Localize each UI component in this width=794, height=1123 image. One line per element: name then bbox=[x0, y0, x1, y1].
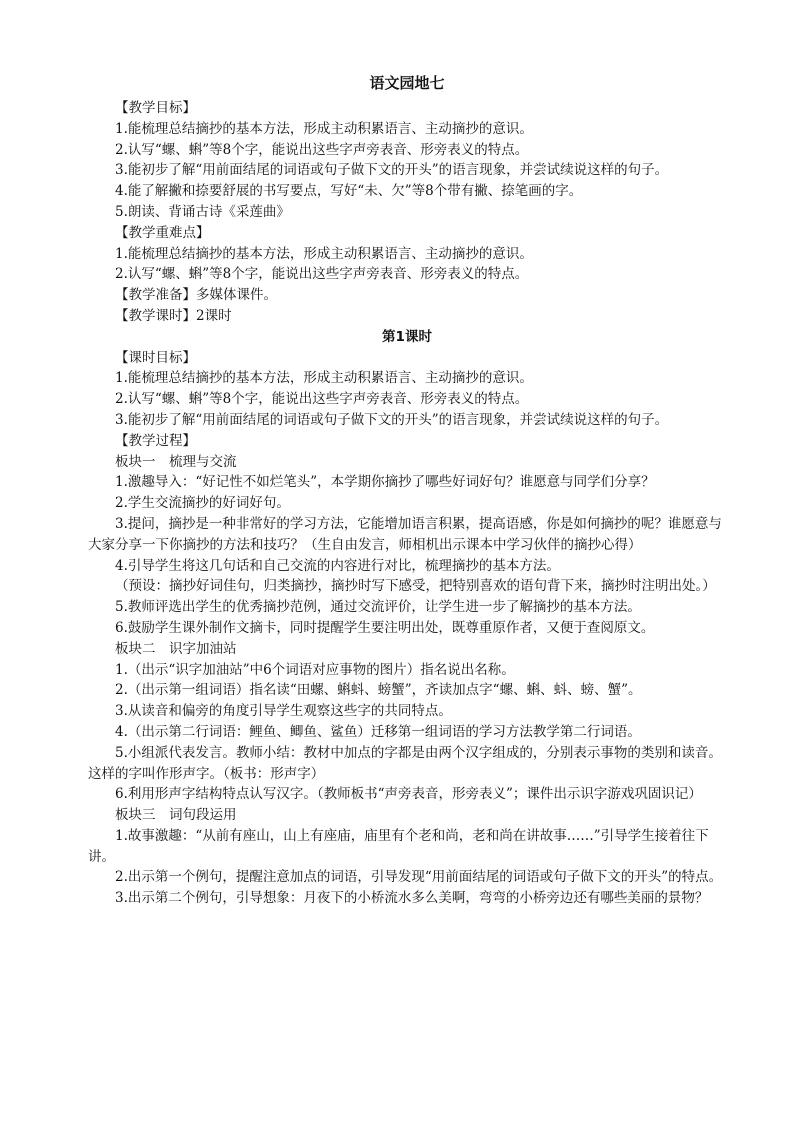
teaching-preparation: 【教学准备】多媒体课件。 bbox=[115, 287, 277, 304]
module-one-heading: 板块一 梳理与交流 bbox=[115, 453, 237, 470]
period-goal-item: 1.能梳理总结摘抄的基本方法，形成主动积累语言、主动摘抄的意识。 bbox=[115, 370, 533, 387]
goal-item: 5.朗读、背诵古诗《采莲曲》 bbox=[115, 203, 290, 220]
key-point-item: 2.认写“螺、蝌”等8个字，能说出这些字声旁表音、形旁表义的特点。 bbox=[115, 266, 529, 283]
process-step: 6.鼓励学生课外制作文摘卡，同时提醒学生要注明出处，既尊重原作者，又便于查阅原文。 bbox=[115, 619, 655, 636]
page-title: 语文园地七 bbox=[369, 74, 445, 92]
period-goal-item: 3.能初步了解“用前面结尾的词语或句子做下文的开头”的语言现象，并尝试续说这样的句子。 bbox=[115, 411, 669, 428]
module-two-heading: 板块二 识字加油站 bbox=[115, 640, 237, 657]
process-step: 1.激趣导入：“好记性不如烂笔头”，本学期你摘抄了哪些好词好句？谁愿意与同学们分享？ bbox=[115, 474, 655, 491]
process-step: 5.小组派代表发言。教师小结：教材中加点的字都是由两个汉字组成的，分别表示事物的类别和读音。这样的字叫作形声字。（板书：形声字） bbox=[88, 744, 722, 782]
process-step: 4.（出示第二行词语：鲤鱼、鲫鱼、鲨鱼）迁移第一组词语的学习方法教学第二行词语。 bbox=[115, 723, 641, 740]
heading-teaching-process: 【教学过程】 bbox=[115, 432, 196, 449]
teaching-hours: 【教学课时】2课时 bbox=[115, 307, 232, 324]
lesson-process bbox=[88, 348, 726, 910]
process-step: 6.利用形声字结构特点认写汉字。（教师板书“声旁表音，形旁表义”；课件出示识字游戏巩固识记） bbox=[115, 786, 702, 803]
module-three-heading: 板块三 词句段运用 bbox=[115, 807, 237, 824]
section-title: 第1课时 bbox=[382, 328, 432, 345]
process-step: 3.提问，摘抄是一种非常好的学习方法，它能增加语言积累，提高语感，你是如何摘抄的呢？谁愿意与大家分享一下你摘抄的方法和技巧？（生自由发言，师相机出示课本中学习伙伴的摘抄心得） bbox=[88, 515, 722, 553]
goal-item: 1.能梳理总结摘抄的基本方法，形成主动积累语言、主动摘抄的意识。 bbox=[115, 120, 533, 137]
heading-key-points: 【教学重难点】 bbox=[115, 224, 210, 241]
process-step: 4.引导学生将这几句话和自己交流的内容进行对比，梳理摘抄的基本方法。 bbox=[115, 557, 560, 574]
period-goal-item: 2.认写“螺、蝌”等8个字，能说出这些字声旁表音、形旁表义的特点。 bbox=[115, 391, 529, 408]
goal-item: 4.能了解撇和捺要舒展的书写要点，写好“未、欠”等8个带有撇、捺笔画的字。 bbox=[115, 183, 583, 200]
process-note: （预设：摘抄好词佳句，归类摘抄，摘抄时写下感受，把特别喜欢的语句背下来，摘抄时注明出处。） bbox=[115, 578, 716, 595]
process-step: 3.从读音和偏旁的角度引导学生观察这些字的共同特点。 bbox=[115, 703, 452, 720]
process-step: 1.故事激趣：“从前有座山，山上有座庙，庙里有个老和尚，老和尚在讲故事……”引导学生接着往下讲。 bbox=[88, 827, 709, 865]
lesson-overview bbox=[88, 98, 726, 327]
heading-period-goals: 【课时目标】 bbox=[115, 349, 196, 366]
process-step: 3.出示第二个例句，引导想象：月夜下的小桥流水多么美啊，弯弯的小桥旁边还有哪些美丽的景物？ bbox=[115, 890, 709, 907]
process-step: 1.（出示“识字加油站”中6个词语对应事物的图片）指名说出名称。 bbox=[115, 661, 515, 678]
goal-item: 2.认写“螺、蝌”等8个字，能说出这些字声旁表音、形旁表义的特点。 bbox=[115, 141, 529, 158]
goal-item: 3.能初步了解“用前面结尾的词语或句子做下文的开头”的语言现象，并尝试续说这样的句子。 bbox=[115, 162, 669, 179]
heading-teaching-goals: 【教学目标】 bbox=[115, 100, 196, 116]
process-step: 5.教师评选出学生的优秀摘抄范例，通过交流评价，让学生进一步了解摘抄的基本方法。 bbox=[115, 599, 641, 616]
process-step: 2.学生交流摘抄的好词好句。 bbox=[115, 495, 290, 512]
process-step: 2.出示第一个例句，提醒注意加点的词语，引导发现“用前面结尾的词语或句子做下文的开头”的特点。 bbox=[115, 869, 723, 886]
document-page bbox=[88, 72, 726, 909]
key-point-item: 1.能梳理总结摘抄的基本方法，形成主动积累语言、主动摘抄的意识。 bbox=[115, 245, 533, 262]
process-step: 2.（出示第一组词语）指名读“田螺、蝌蚪、螃蟹”，齐读加点字“螺、蝌、蚪、螃、蟹”。 bbox=[115, 682, 642, 699]
